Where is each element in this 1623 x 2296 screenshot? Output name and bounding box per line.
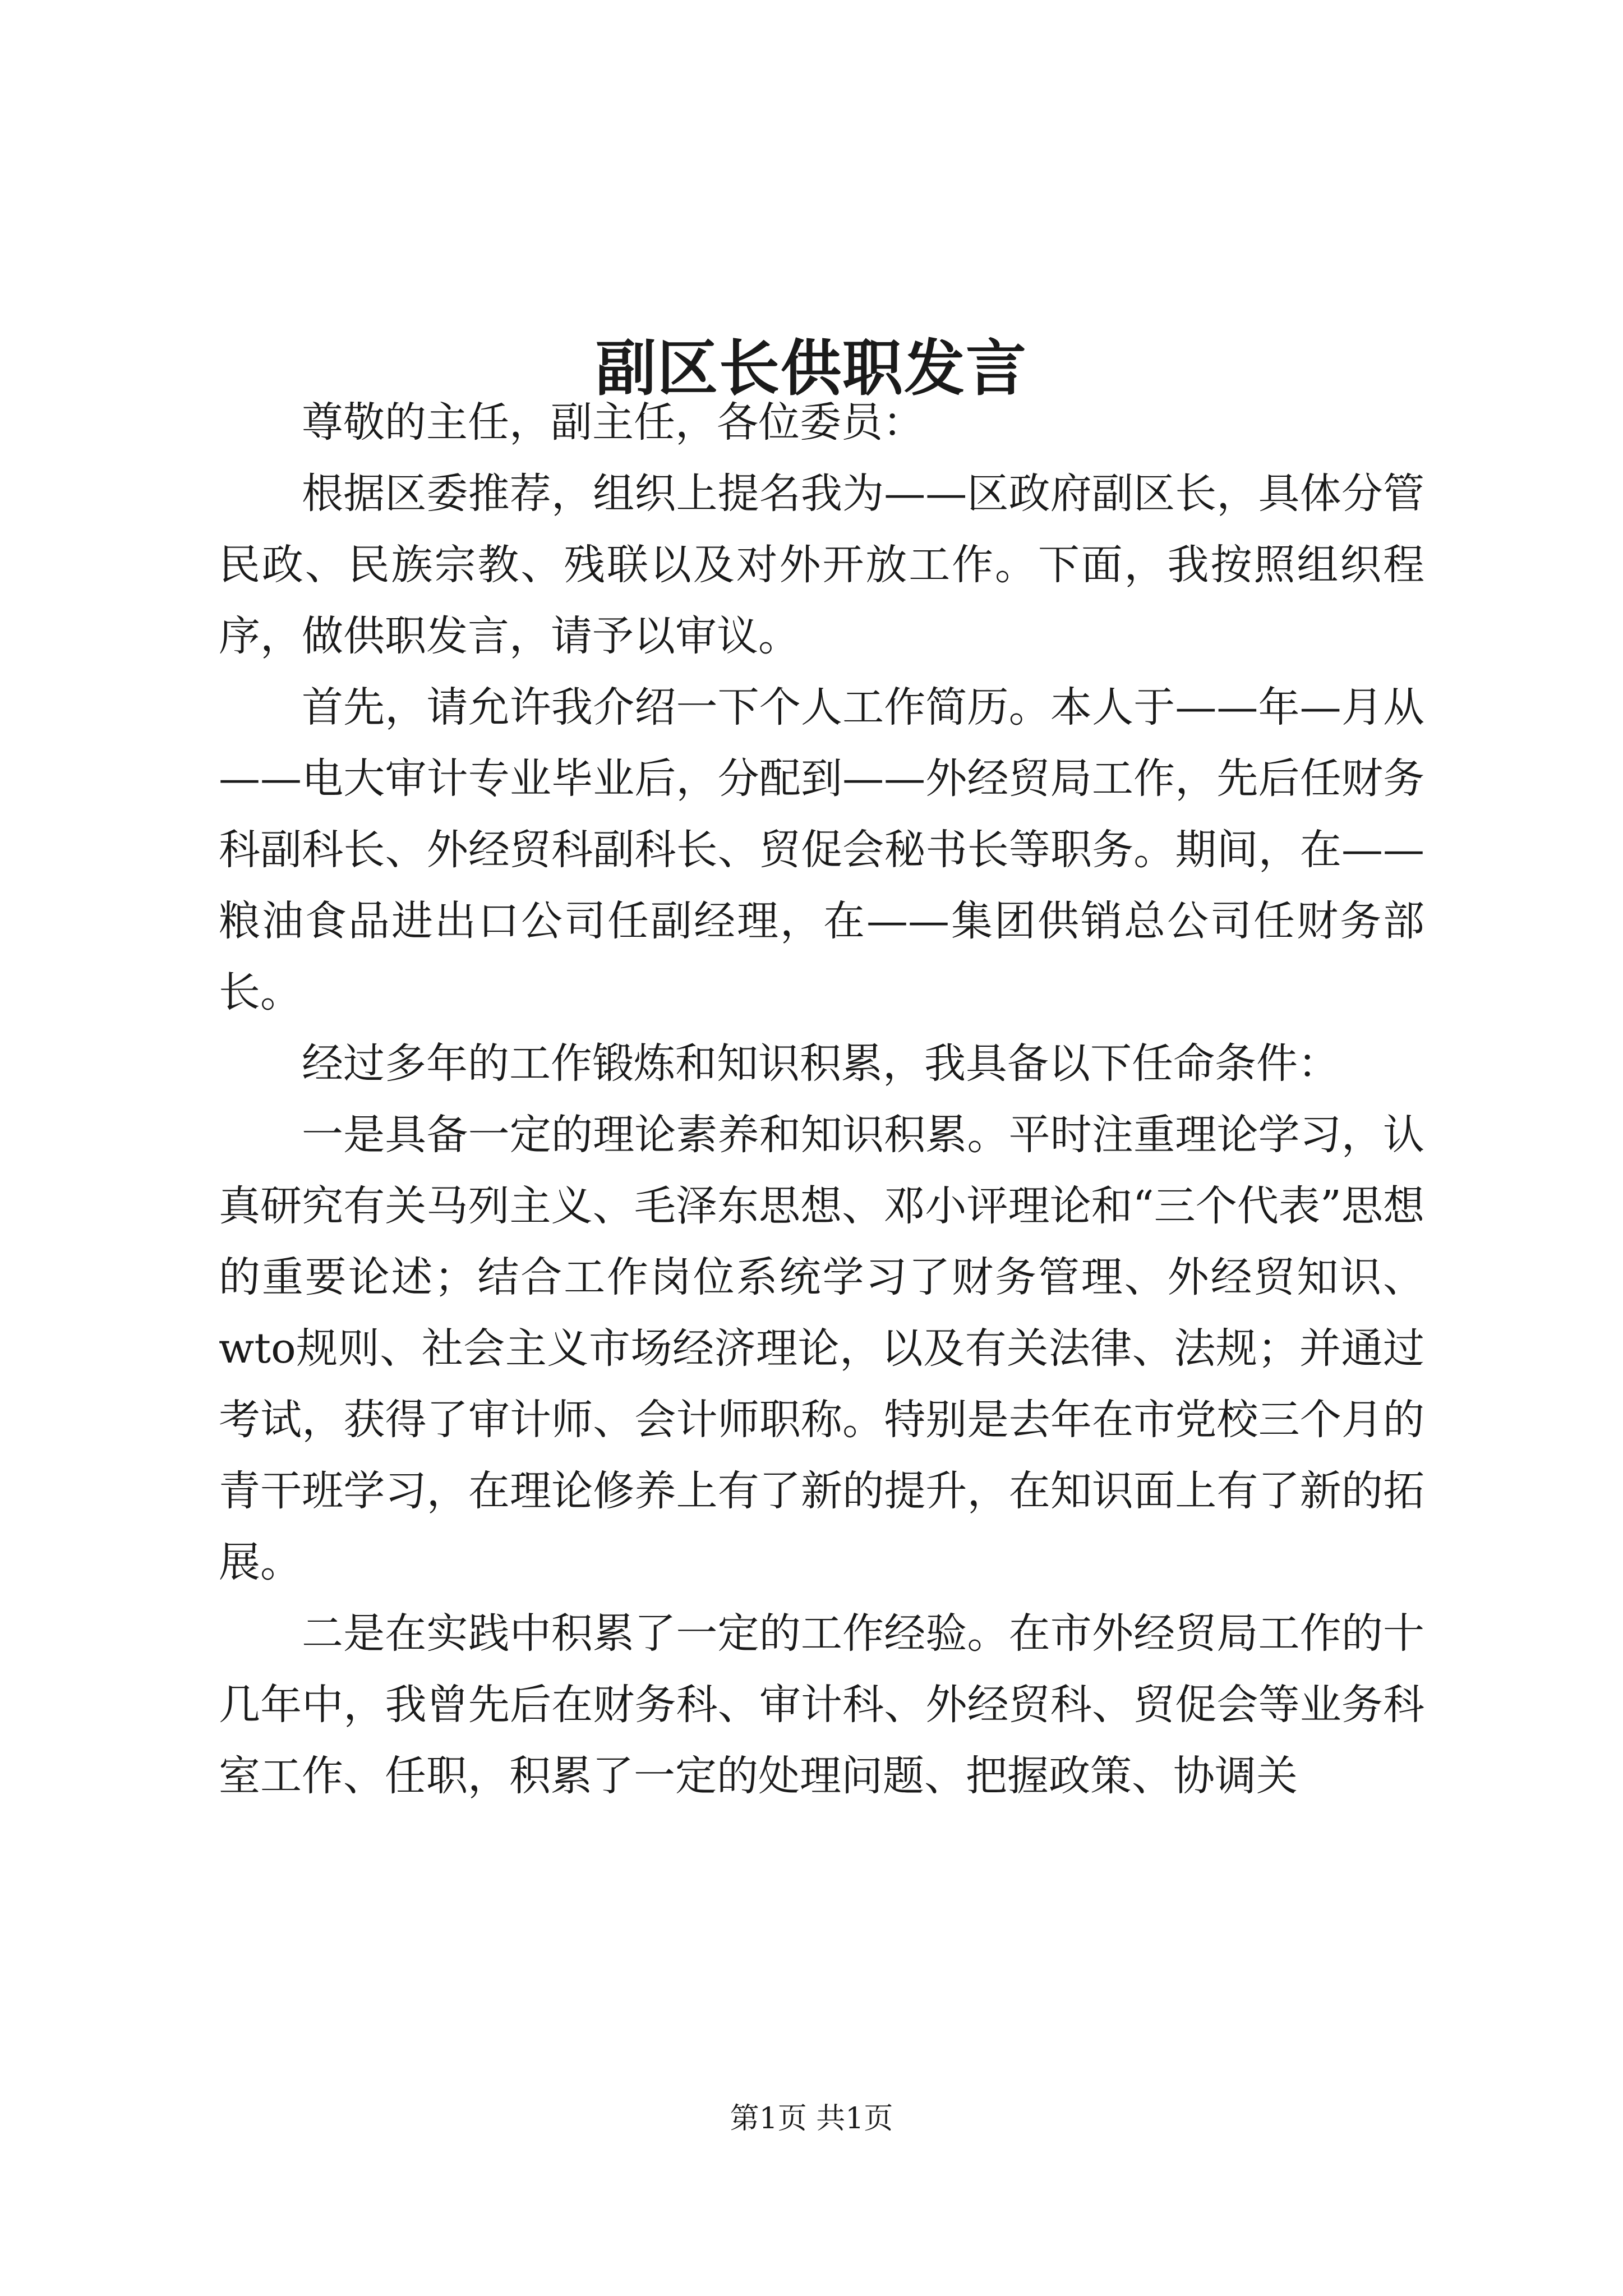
body-paragraph: 经过多年的工作锻炼和知识积累，我具备以下任命条件： [302,1039,1339,1088]
body-paragraph: 首先，请允许我介绍一下个人工作简历。本人于——年—月从——电大审计专业毕业后，分配到——外经贸局工作，先后任财务科副科长、外经贸科副科长、贸促会秘书长等职务。期间，在——粮油食品进出口公司任副经理，在——集团供销总公司任财务部长。 [219,683,1424,1016]
page-footer: 第1页 共1页 [730,2102,893,2136]
document-title: 副区长供职发言 [595,333,1027,404]
document-body [219,387,1424,1812]
body-paragraph: 二是在实践中积累了一定的工作经验。在市外经贸局工作的十几年中，我曾先后在财务科、审计科、外经贸科、贸促会等业务科室工作、任职，积累了一定的处理问题、把握政策、协调关 [219,1609,1424,1800]
body-paragraph: 根据区委推荐，组织上提名我为——区政府副区长，具体分管民政、民族宗教、残联以及对外开放工作。下面，我按照组织程序，做供职发言，请予以审议。 [219,470,1424,660]
body-paragraph: 一是具备一定的理论素养和知识积累。平时注重理论学习，认真研究有关马列主义、毛泽东思想、邓小评理论和“三个代表”思想的重要论述；结合工作岗位系统学习了财务管理、外经贸知识、wto规则、社会主义市场经济理论，以及有关法律、法规；并通过考试，获得了审计师、会计师职称。特别是去年在市党校三个月的青干班学习，在理论修养上有了新的提升，在知识面上有了新的拓展。 [219,1111,1424,1586]
salutation-paragraph: 尊敬的主任，副主任，各位委员： [302,398,924,447]
